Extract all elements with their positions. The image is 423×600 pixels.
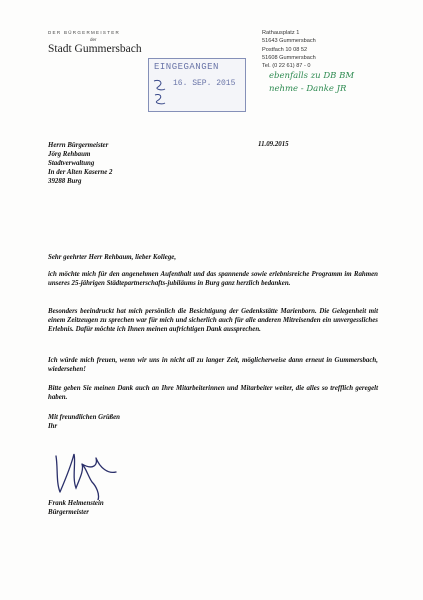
letter-date: 11.09.2015 <box>258 141 289 148</box>
letterhead-der: der <box>90 37 97 42</box>
signer-block <box>48 499 104 517</box>
body-paragraph: Bitte geben Sie meinen Dank auch an Ihre Mitarbeiterinnen und Mitarbeiter weiter, die alles so trefflich geregelt haben. <box>48 385 378 402</box>
closing-greeting: Mit freundlichen Grüßen <box>48 414 120 421</box>
salutation: Sehr geehrter Herr Rehbaum, lieber Kollege, <box>48 254 177 261</box>
closing-ihr: Ihr <box>48 423 58 431</box>
letterhead <box>48 30 142 55</box>
stamp-initials-signature <box>152 77 168 107</box>
handwritten-note <box>269 70 354 96</box>
body-paragraph: ich möchte mich für den angenehmen Aufenthalt und das spannende sowie erlebnisreiche Programm im Rahmen unseres 25-jährigen Städtepartnerschafts-jubiläums in Burg ganz herzlich bedanken. <box>48 271 378 288</box>
recipient-address <box>48 141 378 186</box>
received-stamp <box>148 58 246 112</box>
stamp-date: 16. SEP. 2015 <box>173 79 236 88</box>
body-paragraph: Ich würde mich freuen, wenn wir uns in nicht all zu langer Zeit, möglicherweise dann erneut in Gummersbach, wiedersehen! <box>48 357 378 374</box>
address-line: Postfach 10 08 52 <box>262 46 308 53</box>
handwritten-note-line: ebenfalls zu DB BM <box>269 71 355 81</box>
recipient-line: In der Alten Kaserne 2 <box>48 169 113 177</box>
stamp-title: EINGEGANGEN <box>154 62 219 72</box>
address-line: Rathausplatz 1 <box>262 30 300 36</box>
signer-title: Bürgermeister <box>48 509 89 517</box>
signer-name: Frank Helmenstein <box>48 500 104 507</box>
address-line: 51608 Gummersbach <box>262 54 316 61</box>
handwritten-note-line: nehme - Danke JR <box>269 84 347 94</box>
body-paragraph: Besonders beeindruckt hat mich persönlich die Besichtigung der Gedenkstätte Marienborn. Die Gelegenheit mit einem Zeitzeugen zu sprechen war für mich und sicherlich auch für alle anderen Mitreisenden ein unvergessliches Erlebnis. Dafür möchte ich Ihnen meinen aufrichtigen Dank aussprechen. <box>48 308 378 334</box>
recipient-line: Jörg Rehbaum <box>48 151 91 159</box>
recipient-line: 39288 Burg <box>48 178 82 186</box>
address-line: 51643 Gummersbach <box>262 38 316 45</box>
handwritten-signature <box>52 448 132 500</box>
sender-address <box>262 29 316 70</box>
recipient-line: Stadtverwaltung <box>48 160 95 168</box>
letterhead-town: Stadt Gummersbach <box>48 43 142 55</box>
address-line: Tel. (0 22 61) 87 - 0 <box>262 63 311 70</box>
closing-block <box>48 413 120 431</box>
letterhead-title: DER BÜRGERMEISTER <box>48 30 121 35</box>
recipient-line: Herrn Bürgermeister <box>48 142 109 149</box>
